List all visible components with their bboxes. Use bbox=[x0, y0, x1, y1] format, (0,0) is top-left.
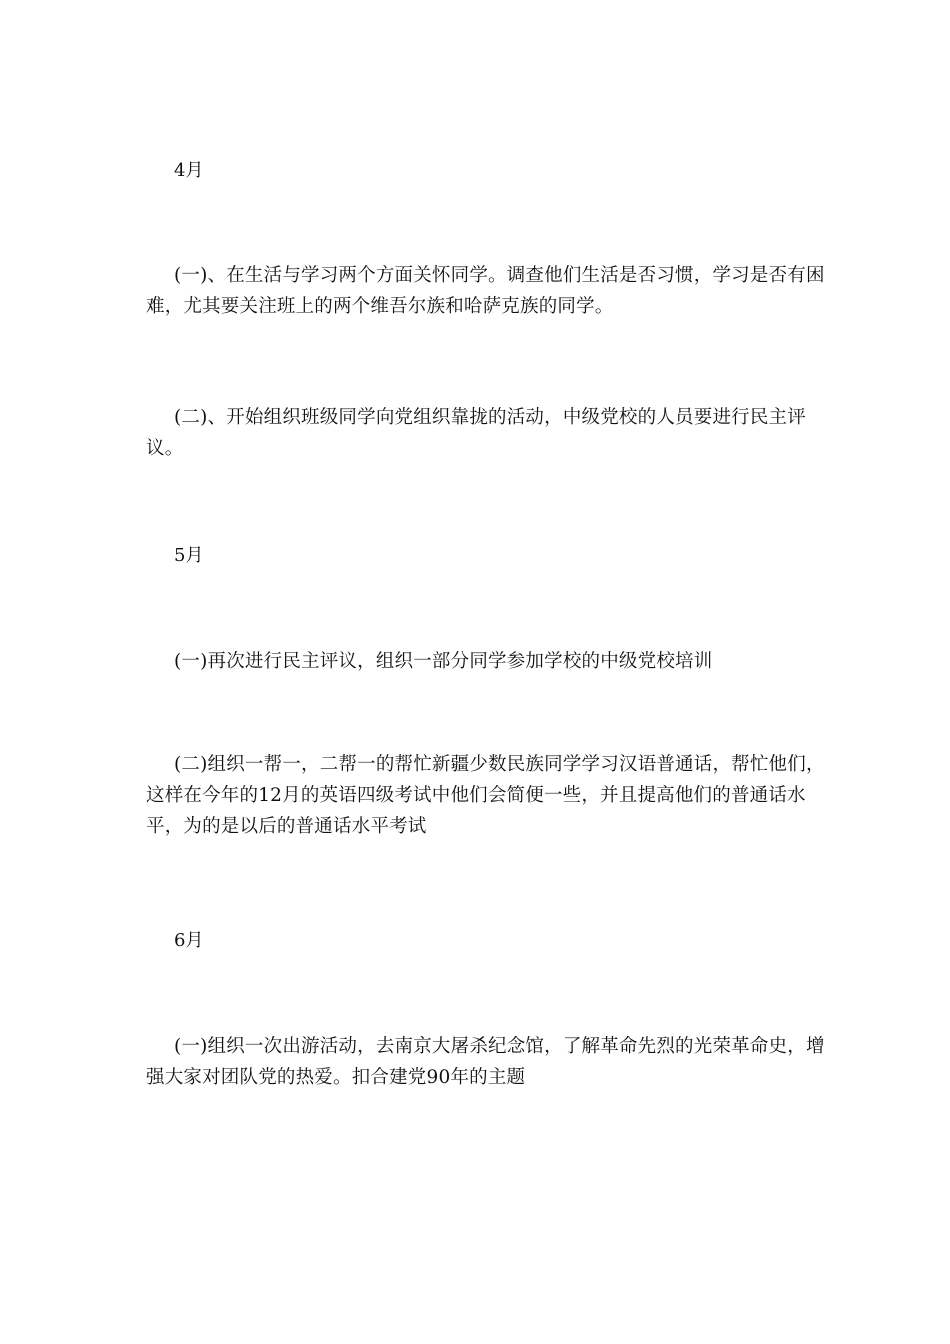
paragraph-may-item-1: (一)再次进行民主评议，组织一部分同学参加学校的中级党校培训 bbox=[174, 651, 713, 672]
paragraph-april-item-1: (一)、在生活与学习两个方面关怀同学。调查他们生活是否习惯，学习是否有困难，尤其要关注班上的两个维吾尔族和哈萨克族的同学。 bbox=[146, 265, 825, 317]
month-heading-april: 4月 bbox=[174, 160, 204, 181]
paragraph-june-item-1: (一)组织一次出游活动，去南京大屠杀纪念馆，了解革命先烈的光荣革命史，增强大家对团队党的热爱。扣合建党90年的主题 bbox=[146, 1036, 825, 1088]
month-heading-may: 5月 bbox=[174, 545, 204, 566]
month-heading-june: 6月 bbox=[174, 930, 204, 951]
paragraph-may-item-2: (二)组织一帮一，二帮一的帮忙新疆少数民族同学学习汉语普通话，帮忙他们，这样在今年的12月的英语四级考试中他们会简便一些，并且提高他们的普通话水平，为的是以后的普通话水平考试 bbox=[146, 754, 825, 837]
paragraph-april-item-2: (二)、开始组织班级同学向党组织靠拢的活动，中级党校的人员要进行民主评议。 bbox=[146, 407, 806, 459]
